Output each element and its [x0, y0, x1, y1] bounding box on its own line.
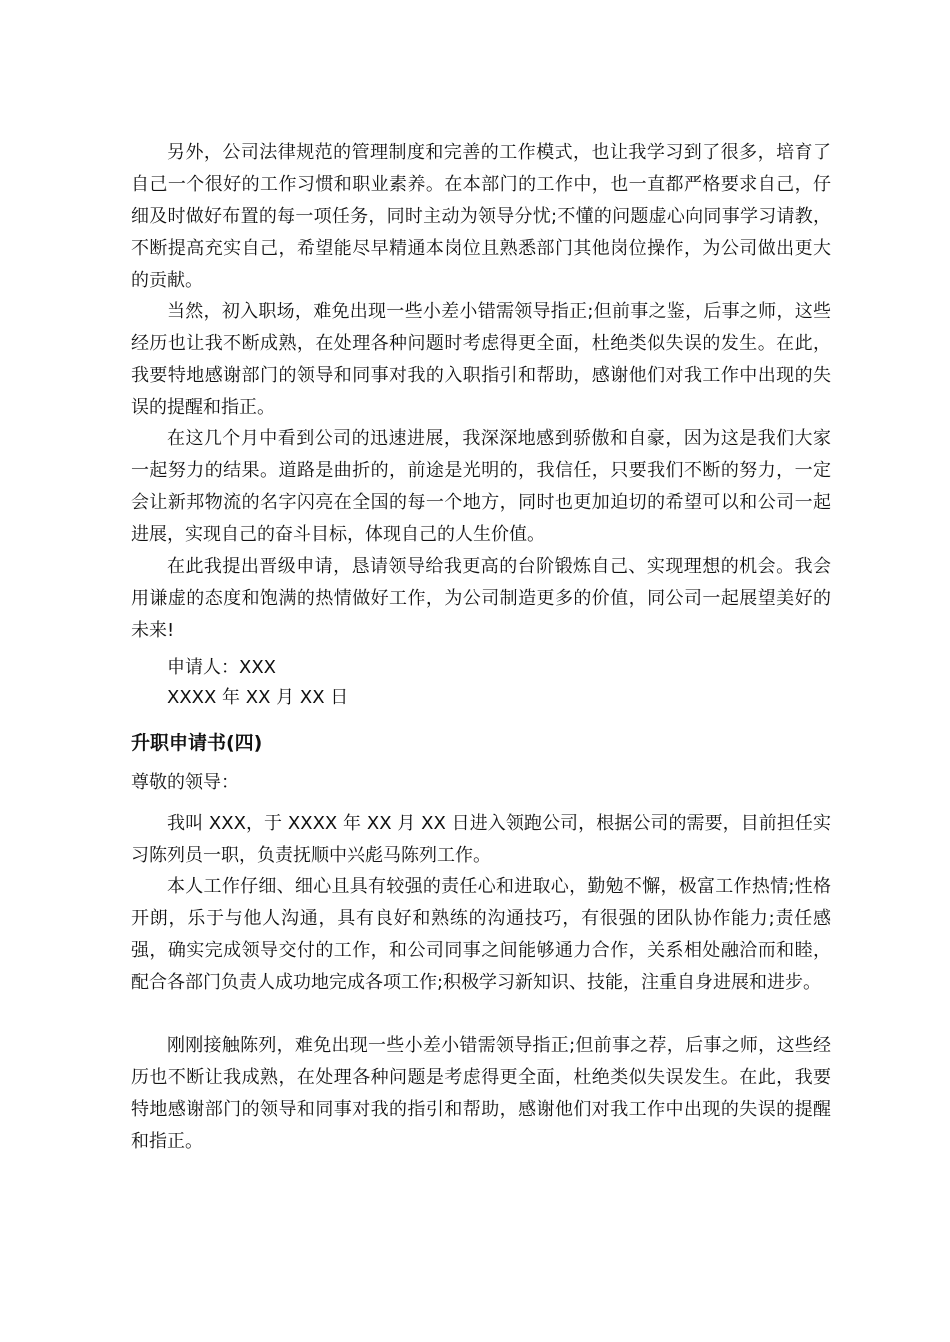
applicant-line: 申请人：XXX [167, 657, 276, 678]
section-title: 升职申请书(四) [131, 732, 263, 754]
paragraph-company-progress: 在这几个月中看到公司的迅速进展，我深深地感到骄傲和自豪，因为这是我们大家一起努力的结果。道路是曲折的，前途是光明的，我信任，只要我们不断的努力，一定会让新邦物流的名字闪亮在全国的每一个地方，同时也更加迫切的希望可以和公司一起进展，实现自己的奋斗目标，体现自己的人生价值。 [131, 428, 831, 545]
paragraph-self-introduction: 我叫 XXX，于 XXXX 年 XX 月 XX 日进入领跑公司，根据公司的需要，目前担任实习陈列员一职，负责抚顺中兴彪马陈列工作。 [131, 813, 831, 866]
paragraph-company-system: 另外，公司法律规范的管理制度和完善的工作模式，也让我学习到了很多，培育了自己一个很好的工作习惯和职业素养。在本部门的工作中，也一直都严格要求自己，仔细及时做好布置的每一项任务，同时主动为领导分忧;不懂的问题虚心向同事学习请教，不断提高充实自己，希望能尽早精通本岗位且熟悉部门其他岗位操作，为公司做出更大的贡献。 [131, 142, 831, 291]
paragraph-mistakes-lessons: 当然，初入职场，难免出现一些小差小错需领导指正;但前事之鉴，后事之师，这些经历也让我不断成熟，在处理各种问题时考虑得更全面，杜绝类似失误的发生。在此，我要特地感谢部门的领导和同事对我的入职指引和帮助，感谢他们对我工作中出现的失误的提醒和指正。 [131, 301, 831, 418]
paragraph-promotion-request: 在此我提出晋级申请，恳请领导给我更高的台阶锻炼自己、实现理想的机会。我会用谦虚的态度和饱满的热情做好工作，为公司制造更多的价值，同公司一起展望美好的未来! [131, 556, 831, 641]
date-line: XXXX 年 XX 月 XX 日 [167, 687, 349, 708]
salutation: 尊敬的领导： [131, 772, 239, 793]
paragraph-personal-qualities: 本人工作仔细、细心且具有较强的责任心和进取心，勤勉不懈，极富工作热情;性格开朗，乐于与他人沟通，具有良好和熟练的沟通技巧，有很强的团队协作能力;责任感强，确实完成领导交付的工作，和公司同事之间能够通力合作，关系相处融洽而和睦，配合各部门负责人成功地完成各项工作;积极学习新知识、技能，注重自身进展和进步。 [131, 876, 831, 993]
paragraph-display-experience: 刚刚接触陈列，难免出现一些小差小错需领导指正;但前事之荐，后事之师，这些经历也不断让我成熟，在处理各种问题是考虑得更全面，杜绝类似失误发生。在此，我要特地感谢部门的领导和同事对我的指引和帮助，感谢他们对我工作中出现的失误的提醒和指正。 [131, 1035, 831, 1152]
